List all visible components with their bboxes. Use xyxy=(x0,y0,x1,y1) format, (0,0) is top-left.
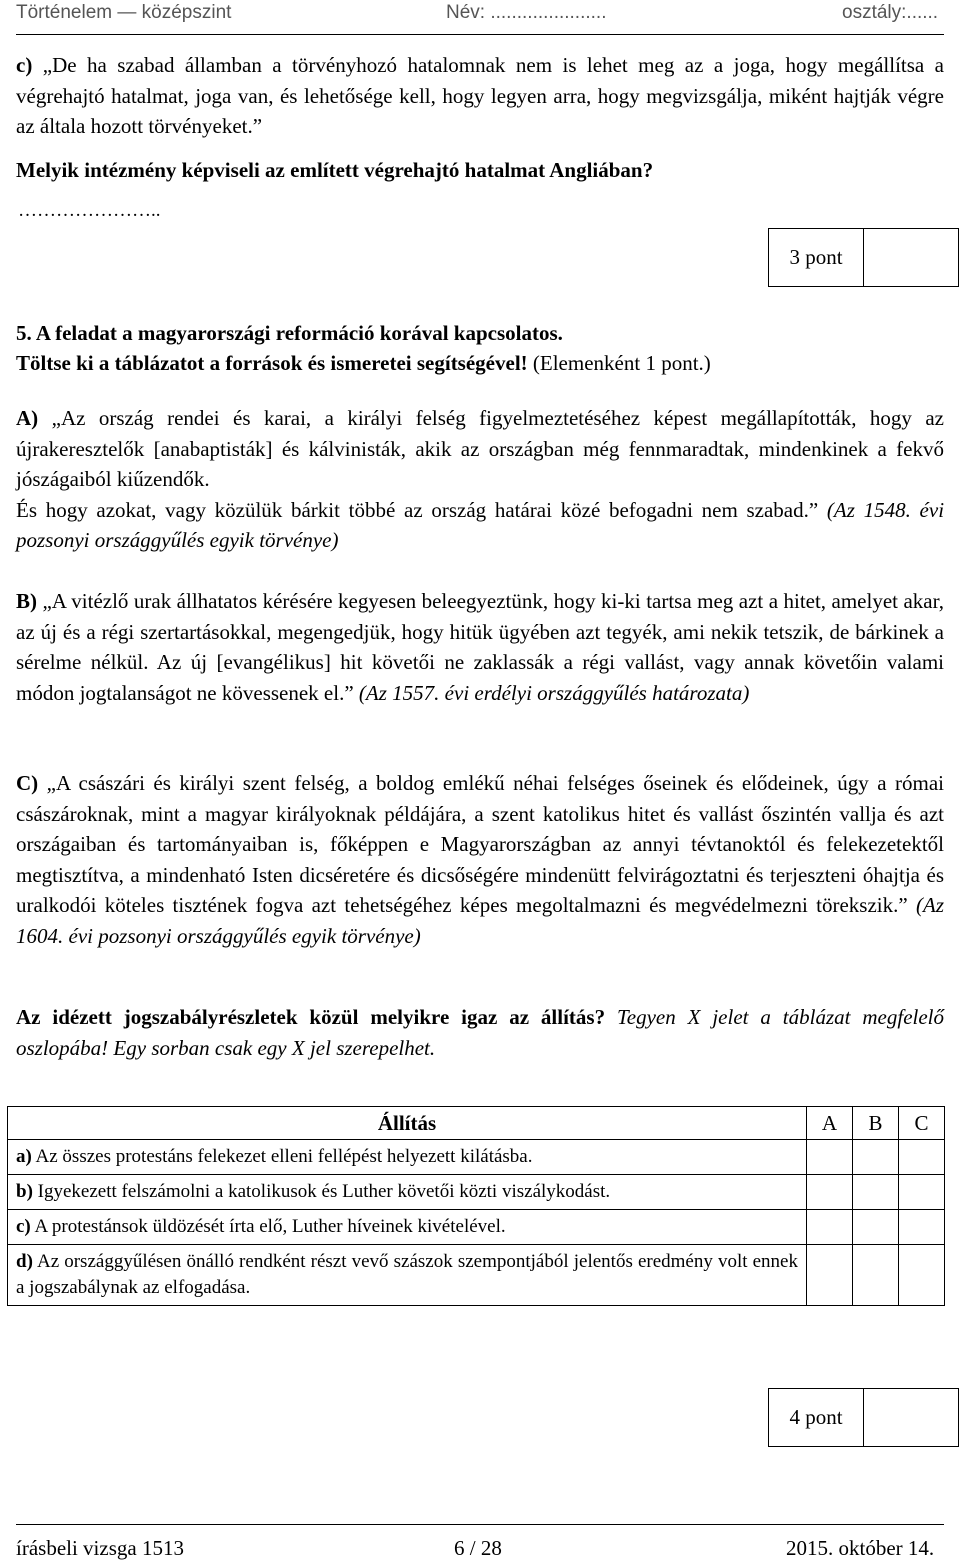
answer-cell-c-C[interactable] xyxy=(899,1210,945,1245)
answer-cell-b-B[interactable] xyxy=(853,1175,899,1210)
row-marker: c) xyxy=(16,1216,31,1237)
source-c xyxy=(16,768,944,951)
task5-question-bold: Az idézett jogszabályrészletek közül melyikre igaz az állítás? xyxy=(16,1005,606,1029)
source-b-cite-pre: (Az 1557. xyxy=(358,680,440,705)
statement-text: A protestánsok üldözését írta elő, Luther híveinek kivételével. xyxy=(34,1216,506,1237)
statement-text: Igyekezett felszámolni a katolikusok és Luther követői közti viszálykodást. xyxy=(37,1181,611,1202)
header-class-label: osztály:...... xyxy=(842,2,939,23)
task5-question xyxy=(16,1002,944,1063)
statement-text: Az országgyűlésen önálló rendként részt vevő szászok szempontjából jelentős eredmény volt ennek a jogszabálynak az elfogadása. xyxy=(16,1251,798,1298)
source-b-cite: évi erdélyi országgyűlés határozata) xyxy=(444,680,750,705)
answer-cell-a-B[interactable] xyxy=(853,1140,899,1175)
score-label-4: 4 pont xyxy=(789,1405,843,1429)
table-row xyxy=(8,1245,945,1306)
source-a-label: A) xyxy=(16,406,39,430)
footer-page: 6 / 28 xyxy=(454,1536,502,1560)
answer-cell-d-B[interactable] xyxy=(853,1245,899,1306)
quote-close: ” xyxy=(344,680,354,705)
source-c-cite-pre: (Az 1604. xyxy=(16,893,944,948)
score-box-3 xyxy=(768,228,959,287)
statement-a xyxy=(8,1140,807,1175)
source-c-cite: évi pozsonyi országgyűlés egyik törvénye) xyxy=(68,923,421,948)
table-header-a: A xyxy=(807,1107,853,1140)
question-c-quote-text: De ha szabad államban a törvényhozó hatalomnak nem is lehet meg az a joga, hogy megállítsa a végrehajtó hatalmat, joga van, és lehetősége kell, hogy legyen arra, hogy megvizsgálja, miként hajtják végre az általa hozott törvényeket. xyxy=(16,53,944,138)
row-marker: d) xyxy=(16,1251,33,1272)
task5-instruction-normal: (Elemenként 1 pont.) xyxy=(532,351,711,375)
task5-title xyxy=(16,318,944,349)
question-c-question: Melyik intézmény képviseli az említett végrehajtó hatalmat Angliában? xyxy=(16,158,654,182)
quote-close: ” xyxy=(898,893,908,917)
score-field-3[interactable] xyxy=(864,229,958,286)
header-subject: Történelem — középszint xyxy=(16,2,232,23)
score-label-3: 3 pont xyxy=(789,245,843,269)
footer-date: 2015. október 14. xyxy=(786,1536,935,1560)
statement-text: Az összes protestáns felekezet elleni fellépést helyezett kilátásba. xyxy=(35,1146,533,1167)
answer-cell-a-A[interactable] xyxy=(807,1140,853,1175)
source-b-label: B) xyxy=(16,589,37,613)
answer-cell-b-C[interactable] xyxy=(899,1175,945,1210)
statement-d xyxy=(8,1245,807,1306)
question-c-quote xyxy=(16,50,944,142)
header-rule xyxy=(16,34,944,35)
footer-exam: írásbeli vizsga 1513 xyxy=(16,1536,184,1560)
footer-rule xyxy=(16,1524,944,1525)
table-row xyxy=(8,1175,945,1210)
quote-open: „ xyxy=(42,589,52,613)
source-a-text: Az ország rendei és karai, a királyi felség figyelmeztetéséhez képest megállapították, hogy az újrakeresztelők [anabaptisták] és kálvinisták, akik az országban még fennmaradtak, mindenkinek a fekvő jószágaiból kiűzendők. xyxy=(16,406,944,491)
table-row xyxy=(8,1210,945,1245)
answer-cell-c-B[interactable] xyxy=(853,1210,899,1245)
table-row xyxy=(8,1140,945,1175)
task5-title-text: 5. A feladat a magyarországi reformáció korával kapcsolatos. xyxy=(16,321,563,345)
score-field-4[interactable] xyxy=(864,1389,958,1446)
quote-open: „ xyxy=(51,406,61,430)
answer-cell-d-C[interactable] xyxy=(899,1245,945,1306)
table-header-row xyxy=(8,1107,945,1140)
question-c-marker: c) xyxy=(16,53,33,77)
task5-question-italic: Tegyen X jelet a táblázat megfelelő oszlopába! Egy sorban csak egy X jel szerepelhet. xyxy=(16,1005,944,1060)
table-header-b: B xyxy=(853,1107,899,1140)
header-statement-text: Állítás xyxy=(377,1111,437,1135)
source-b-text: A vitézlő urak állhatatos kérésére kegyesen beleegyeztünk, hogy ki-ki tartsa meg azt a hitet, amelyet akar, az új és a régi szertartásokkal, megengedjük, hogy hitük ügyében azt tegyék, ami nekik tetszik, de bárkinek a sérelme nélkül. Az új [evangélikus] hit követői ne zaklassák a régi vallást, vagy annak követőin valami módon jogtalanságot ne kövessenek el. xyxy=(16,589,944,705)
header-name-label: Név: ...................... xyxy=(446,2,607,23)
answer-cell-b-A[interactable] xyxy=(807,1175,853,1210)
table-header-c: C xyxy=(899,1107,945,1140)
source-a-cite: évi pozsonyi országgyűlés egyik törvénye) xyxy=(16,497,945,552)
quote-close: ” xyxy=(252,114,263,138)
answer-table xyxy=(7,1106,945,1306)
quote-open: „ xyxy=(42,53,53,77)
score-box-4 xyxy=(768,1388,959,1447)
table-header-statement xyxy=(8,1107,807,1140)
quote-close: ” xyxy=(808,497,819,522)
answer-cell-a-C[interactable] xyxy=(899,1140,945,1175)
source-c-label: C) xyxy=(16,771,39,795)
answer-cell-d-A[interactable] xyxy=(807,1245,853,1306)
source-b xyxy=(16,586,944,708)
row-marker: b) xyxy=(16,1181,33,1202)
statement-b xyxy=(8,1175,807,1210)
source-a-text2: És hogy azokat, vagy közülük bárkit többé az ország határai közé befogadni nem szabad. xyxy=(16,497,809,522)
statement-c xyxy=(8,1210,807,1245)
quote-open: „ xyxy=(46,771,56,795)
source-a xyxy=(16,403,944,556)
task5-instruction xyxy=(16,348,944,379)
task5-instruction-bold: Töltse ki a táblázatot a források és ismeretei segítségével! xyxy=(16,351,528,375)
answer-dots[interactable]: ………………….. xyxy=(18,200,161,221)
row-marker: a) xyxy=(16,1146,32,1167)
source-c-text: A császári és királyi szent felség, a boldog emlékű néhai felséges őseinek és elődeinek, úgy a római császároknak, mint a magyar királyoknak példájára, a szent katolikus hitet és vallást őszintén vallja és azt országaiban és tartományaiban is, főképpen e Magyarországban az annyi tévtanoktól és felekezetektől megtisztítva, a mindenható Isten dicséretére és dicsőségére mindenütt felvirágoztatni és terjeszteni óhajtja és uralkodói köteles tisztének fogva azt tehetségéhez képes megoltalmazni és megvédelmezni törekszik. xyxy=(16,771,945,917)
answer-cell-c-A[interactable] xyxy=(807,1210,853,1245)
source-a-cite-pre: (Az 1548. xyxy=(826,497,911,522)
question-c-prompt xyxy=(16,155,944,186)
